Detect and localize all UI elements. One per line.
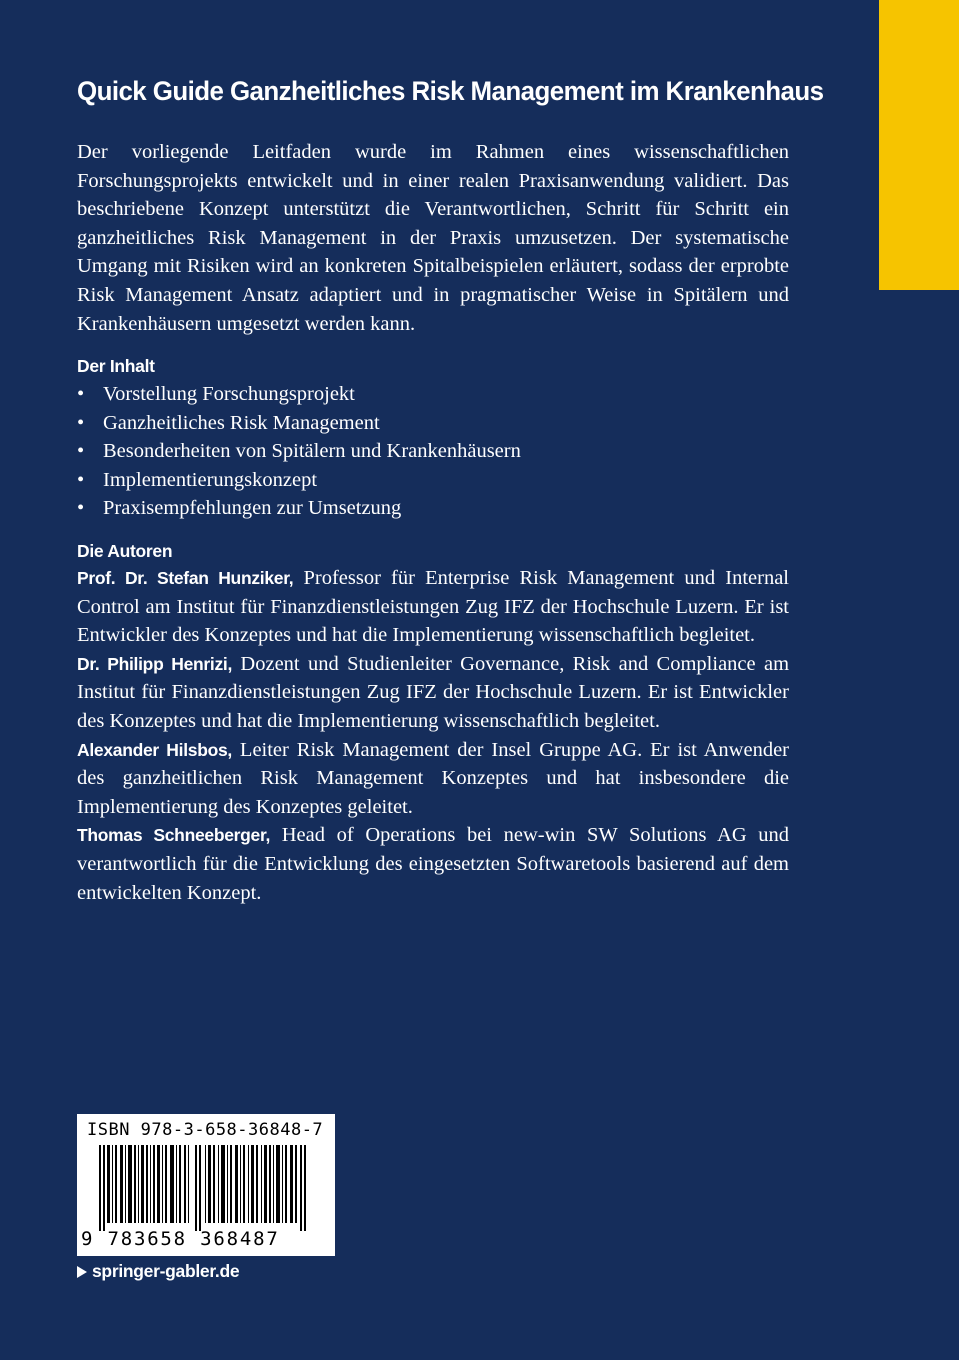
bullet-icon: •: [77, 468, 85, 491]
contents-heading: Der Inhalt: [77, 356, 155, 376]
author-entry: [77, 821, 789, 907]
authors-heading: Die Autoren: [77, 541, 173, 561]
list-item: [77, 466, 789, 495]
author-name: Dr. Philipp Henrizi,: [77, 653, 233, 674]
author-name: Prof. Dr. Stefan Hunziker,: [77, 568, 294, 588]
bullet-icon: •: [77, 411, 85, 434]
authors-section: [77, 538, 789, 907]
yellow-accent-strip: [879, 0, 959, 290]
contents-list: [77, 380, 789, 523]
author-bio: Head of Operations bei new-win SW Solutions AG und verantwortlich für die Entwicklung des eingesetzten Softwaretools basierend auf dem entwickelten Konzept.: [77, 824, 790, 904]
list-item-text: Vorstellung Forschungsprojekt: [103, 383, 355, 405]
ean-digits: 9 783658 368487: [81, 1228, 280, 1250]
list-item-text: Ganzheitliches Risk Management: [103, 411, 380, 434]
author-bio: Dozent und Studienleiter Governance, Risk and Compliance am Institut für Finanzdienstleistungen Zug IFZ der Hochschule Luzern. Er ist Entwickler des Konzeptes und hat die Implementierung wissenschaftlich begleitet.: [77, 652, 790, 732]
intro-paragraph: Der vorliegende Leitfaden wurde im Rahmen eines wissenschaftlichen Forschungsprojekts entwickelt und in einer realen Praxisanwendung validiert. Das beschriebene Konzept unterstützt die Verantwortlichen, Schritt für Schritt ein ganzheitliches Risk Management in der Praxis umzusetzen. Der systematische Umgang mit Risiken wird an konkreten Spitalbeispielen erläutert, sodass der erprobte Risk Management Ansatz adaptiert und in pragmatischer Weise in Spitälern und Krankenhäusern umgesetzt werden kann.: [77, 141, 789, 335]
website-link[interactable]: [77, 1261, 239, 1282]
author-entry: [77, 650, 789, 736]
barcode-bars: [89, 1145, 317, 1231]
list-item: [77, 380, 789, 409]
list-item: [77, 494, 789, 523]
website-text[interactable]: springer-gabler.de: [92, 1261, 240, 1281]
list-item: [77, 409, 789, 438]
list-item-text: Besonderheiten von Spitälern und Krankenhäusern: [103, 440, 521, 463]
bullet-icon: •: [77, 383, 85, 405]
author-bio: Leiter Risk Management der Insel Gruppe AG. Er ist Anwender des ganzheitlichen Risk Management Konzeptes und hat insbesondere die Implementierung des Konzeptes geleitet.: [77, 738, 789, 818]
list-item-text: Implementierungskonzept: [103, 468, 318, 491]
bullet-icon: •: [77, 497, 85, 520]
author-name: Thomas Schneeberger,: [77, 825, 271, 846]
isbn-text: ISBN 978-3-658-36848-7: [87, 1120, 324, 1140]
author-entry: [77, 736, 789, 822]
author-bio: Professor für Enterprise Risk Management und Internal Control am Institut für Finanzdienstleistungen Zug IFZ der Hochschule Luzern. Er ist Entwickler des Konzeptes und hat die Implementierung wissenschaftlich begleitet.: [77, 567, 789, 647]
author-entry: [77, 564, 789, 650]
list-item: [77, 437, 789, 466]
author-name: Alexander Hilsbos,: [77, 739, 232, 760]
book-title: Quick Guide Ganzheitliches Risk Management im Krankenhaus: [77, 76, 824, 106]
bullet-icon: •: [77, 440, 85, 463]
isbn-barcode: [77, 1114, 335, 1256]
list-item-text: Praxisempfehlungen zur Umsetzung: [103, 497, 402, 520]
play-arrow-icon: [77, 1266, 87, 1278]
